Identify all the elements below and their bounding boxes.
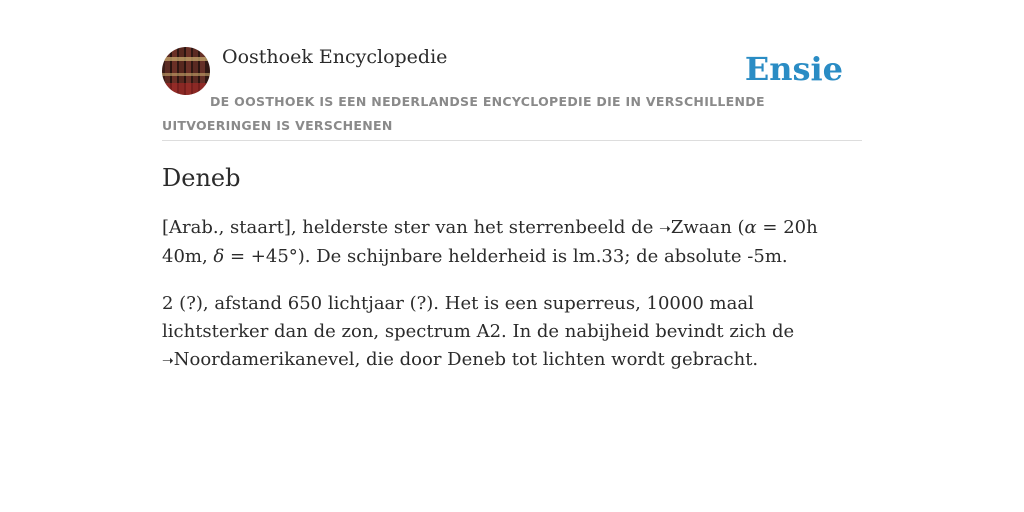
arrow-right-icon: ➝ bbox=[162, 353, 174, 369]
para1-intro: [Arab., staart], helderste ster van het sterrenbeeld de bbox=[162, 217, 660, 238]
delta-symbol: δ bbox=[213, 246, 225, 267]
noordamerikanevel-link-label: Noordamerikanevel bbox=[173, 349, 355, 370]
header bbox=[162, 46, 862, 141]
tagline: DE OOSTHOEK IS EEN NEDERLANDSE ENCYCLOPEDIE DIE IN VERSCHILLENDE UITVOERINGEN IS VERSCHENEN bbox=[162, 94, 765, 133]
encyclopedia-avatar[interactable] bbox=[162, 47, 210, 95]
article-paragraph-2 bbox=[162, 290, 862, 375]
para2-end: , die door Deneb tot lichten wordt gebracht. bbox=[354, 349, 759, 370]
para1-mid1: ( bbox=[731, 217, 745, 238]
noordamerikanevel-link[interactable] bbox=[162, 349, 355, 370]
alpha-symbol: α bbox=[744, 217, 757, 238]
site-title[interactable]: Oosthoek Encyclopedie bbox=[222, 46, 448, 68]
para1-mid2: = 20h 40m, bbox=[162, 217, 818, 267]
zwaan-link[interactable] bbox=[659, 217, 732, 238]
ensie-logo-link[interactable]: Ensie bbox=[744, 50, 843, 88]
article bbox=[162, 160, 862, 375]
para2-intro: 2 (?), afstand 650 lichtjaar (?). Het is een superreus, 10000 maal lichtsterker dan de zon, spectrum A2. In de nabijheid bevindt zich de bbox=[162, 293, 795, 342]
arrow-right-icon: ➝ bbox=[659, 221, 671, 237]
article-title: Deneb bbox=[162, 164, 241, 192]
zwaan-link-label: Zwaan bbox=[670, 217, 732, 238]
article-paragraph-1 bbox=[162, 214, 862, 271]
para1-end: = +45°). De schijnbare helderheid is lm.33; de absolute -5m. bbox=[224, 246, 788, 267]
